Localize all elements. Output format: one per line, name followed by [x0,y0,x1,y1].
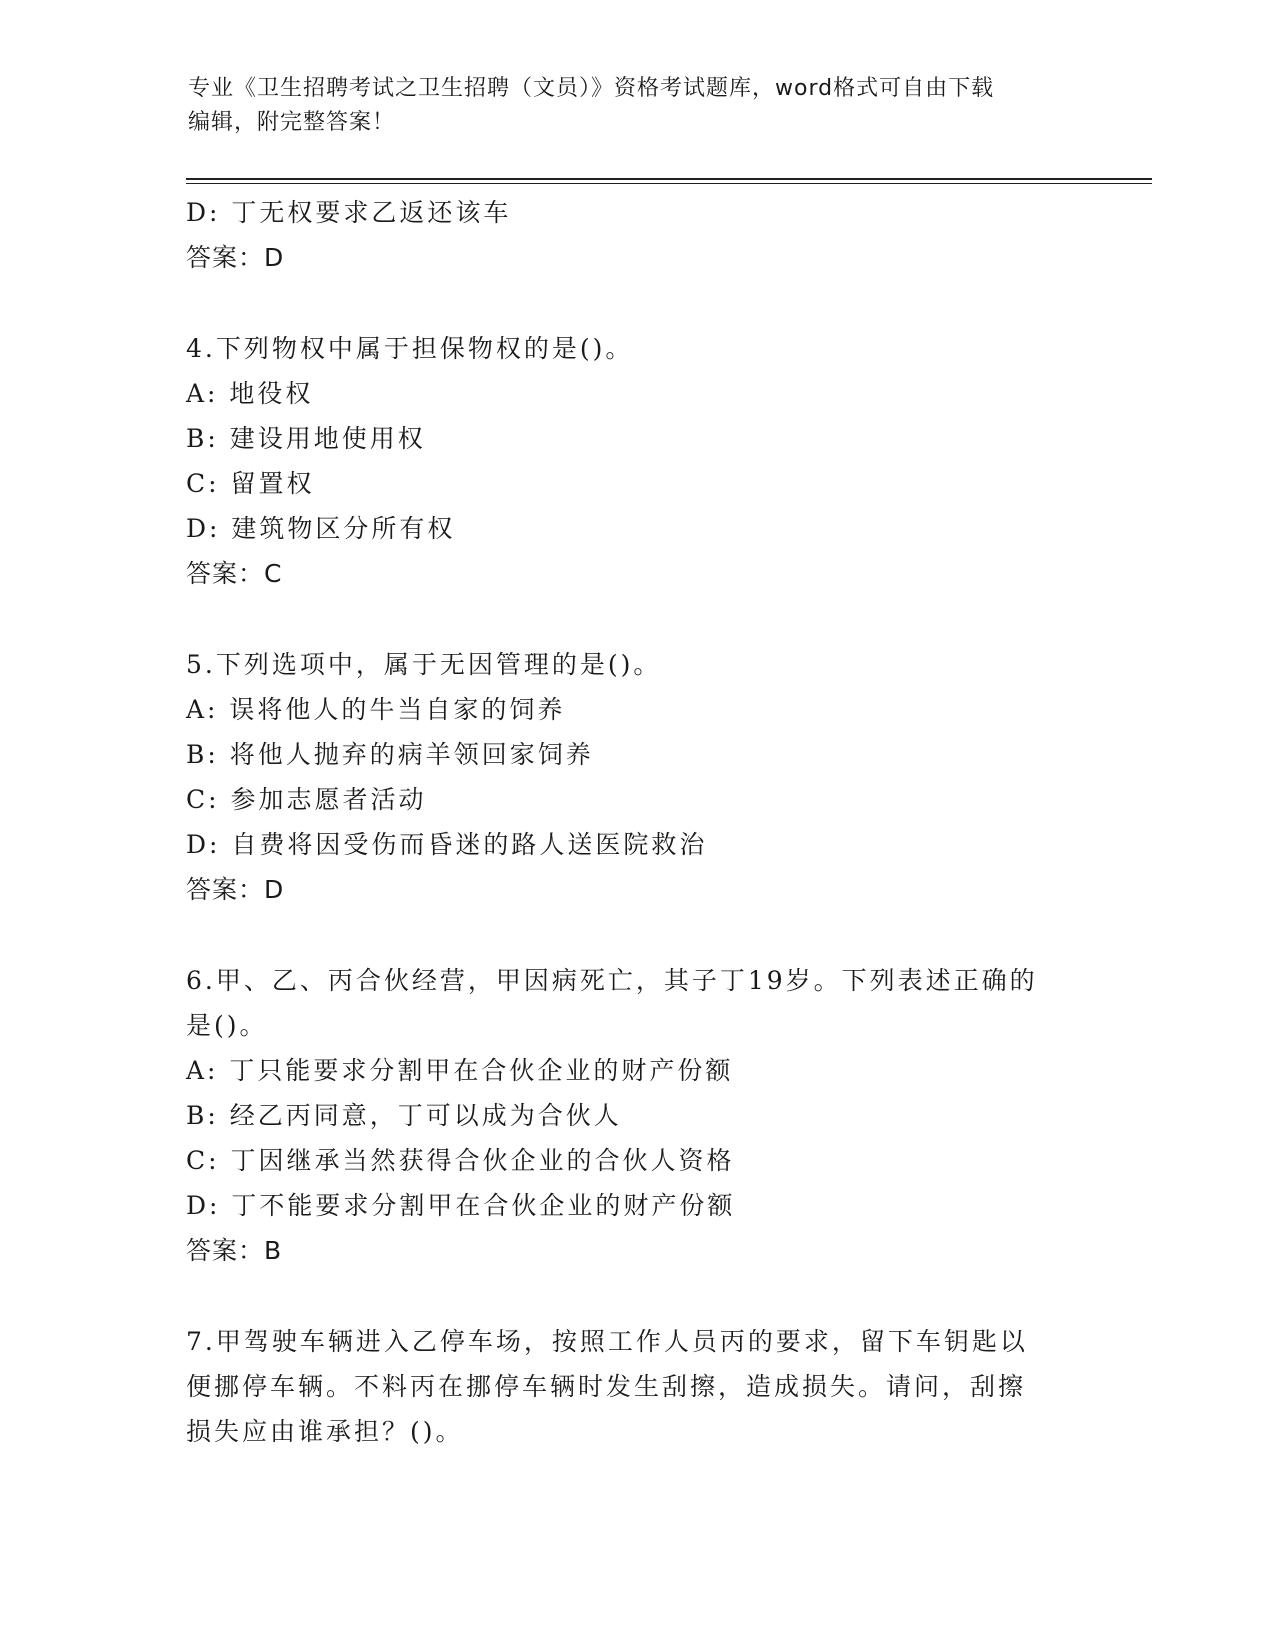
question-text-line-1: 7.甲驾驶车辆进入乙停车场，按照工作人员丙的要求，留下车钥匙以 [186,1327,1028,1356]
question-text-line-1: 6.甲、乙、丙合伙经营，甲因病死亡，其子丁19岁。下列表述正确的 [186,966,1038,995]
option-c: C: 参加志愿者活动 [186,785,427,814]
question-list [186,190,1086,1454]
answer: 答案：C [186,559,283,588]
spacer [186,596,1086,642]
question-text: 5.下列选项中，属于无因管理的是()。 [186,650,662,679]
answer: 答案：D [186,243,285,272]
option-c: C: 丁因继承当然获得合伙企业的合伙人资格 [186,1146,735,1175]
header-line-1: 专业《卫生招聘考试之卫生招聘（文员）》资格考试题库，word格式可自由下载 [188,76,995,101]
question-6 [186,958,1086,1273]
option-d: D: 建筑物区分所有权 [186,514,456,543]
question-4 [186,326,1086,596]
option-b: B: 将他人抛弃的病羊领回家饲养 [186,740,594,769]
header-divider-thin [186,183,1152,184]
spacer [186,1273,1086,1319]
answer: 答案：B [186,1236,283,1265]
spacer [186,912,1086,958]
header-line-2: 编辑，附完整答案！ [188,110,396,135]
spacer [186,280,1086,326]
option-a: A: 误将他人的牛当自家的饲养 [186,695,566,724]
question-text-line-2: 是()。 [186,1011,268,1040]
option-a: A: 地役权 [186,379,314,408]
question-5 [186,642,1086,912]
header-divider-thick [186,178,1152,180]
option-a: A: 丁只能要求分割甲在合伙企业的财产份额 [186,1056,734,1085]
question-text-line-2: 便挪停车辆。不料丙在挪停车辆时发生刮擦，造成损失。请问，刮擦 [186,1372,1027,1401]
option-b: B: 经乙丙同意，丁可以成为合伙人 [186,1101,622,1130]
document-header [188,72,1068,140]
option-d: D: 丁不能要求分割甲在合伙企业的财产份额 [186,1191,736,1220]
option-c: C: 留置权 [186,469,315,498]
option-d: D: 丁无权要求乙返还该车 [186,198,512,227]
option-b: B: 建设用地使用权 [186,424,426,453]
answer: 答案：D [186,875,285,904]
question-text-line-3: 损失应由谁承担？()。 [186,1417,464,1446]
question-text: 4.下列物权中属于担保物权的是()。 [186,334,634,363]
option-d: D: 自费将因受伤而昏迷的路人送医院救治 [186,830,708,859]
question-3-tail [186,190,1086,280]
question-7 [186,1319,1086,1454]
